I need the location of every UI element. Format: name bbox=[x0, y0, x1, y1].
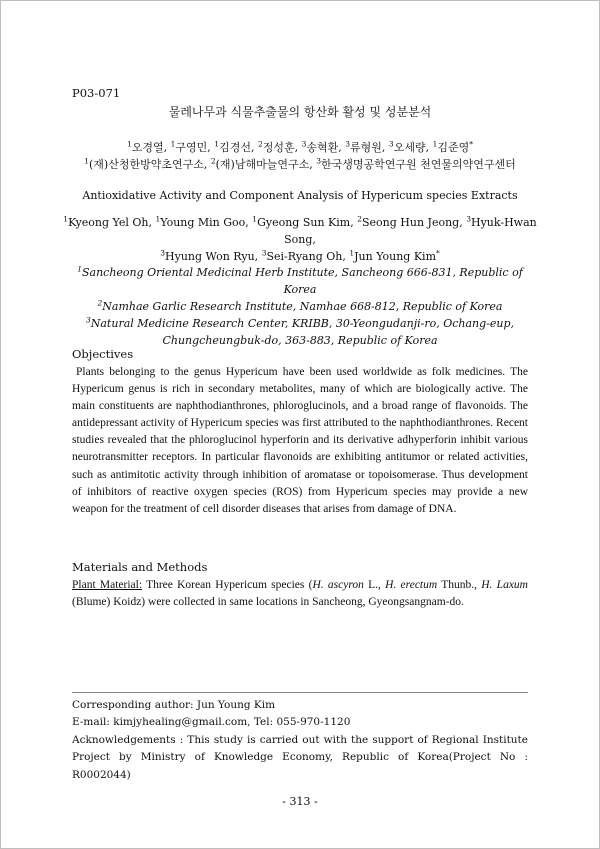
korean-author: $^1$김준영* bbox=[432, 139, 473, 154]
affiliation-line: Chungcheungbuk-do, 363-883, Republic of Korea bbox=[162, 334, 438, 347]
objectives-paragraph: Plants belonging to the genus Hypericum have been used worldwide as folk medicines. The Hypericum genus is rich in secondary metabolites, many of which are biologically active. The main constituents are naphthodianthrones, phloroglucinols, and a broad range of flavonoids. The antidepressant activity of Hypericum species was first attributed to the naphthodianthrones. Recent studies revealed that the phloroglucinol hyperforin and its derivative adhyperforin inhibit various neurotransmitter receptors. In particular flavonoids are exhibiting antitumor or related activities, such as antimitotic activity through inhibition of aromatase or topoisomerase. Thus development of inhibitors of reactive oxygen species (ROS) from Hypericum species may provide a new weapon for the treatment of cell disorder diseases that arises from damage of DNA. bbox=[72, 366, 528, 515]
affiliation-line: $^3$Natural Medicine Research Center, KRIBB, 30-Yeongudanji-ro, Ochang-eup, bbox=[85, 315, 515, 330]
korean-author: $^3$류형원, bbox=[345, 139, 389, 154]
acknowledgements: Acknowledgements : This study is carried out with the support of Regional Institute Project by Ministry of Knowledge Economy, Republic of Korea(Project No : R0002044) bbox=[72, 734, 528, 781]
abstract-code: P03-071 bbox=[72, 86, 121, 100]
affiliation-line: $^1$Sancheong Oriental Medicinal Herb Institute, Sancheong 666-831, Republic of Korea bbox=[77, 264, 523, 296]
materials-paragraph: Plant Material: Three Korean Hypericum species (H. ascyron L., H. erectum Thunb., H. Laxum (Blume) Koidz) were collected in same locations in Sancheong, Gyeongsangnam-do. bbox=[72, 579, 528, 609]
species-name: H. ascyron bbox=[312, 579, 364, 591]
korean-authors-line bbox=[0, 139, 600, 156]
english-affiliations bbox=[60, 264, 540, 349]
objectives-heading: Objectives bbox=[72, 347, 134, 361]
korean-author: $^1$구영민, bbox=[170, 139, 215, 154]
species-name: H. Laxum bbox=[481, 579, 528, 591]
korean-affiliation: $^2$(재)남해마늘연구소, bbox=[210, 156, 317, 171]
korean-author: $^2$정성훈, bbox=[257, 139, 302, 154]
korean-title: 물레나무과 식물추출물의 항산화 활성 및 성분분석 bbox=[168, 105, 432, 119]
english-title: Antioxidative Activity and Component Analysis of Hypericum species Extracts bbox=[82, 189, 518, 202]
corresponding-info bbox=[72, 697, 350, 732]
korean-author: $^1$오경열, bbox=[126, 139, 171, 154]
plant-material-label: Plant Material: bbox=[72, 579, 143, 591]
korean-author: $^3$송혁환, bbox=[301, 139, 346, 154]
korean-affiliation: $^3$한국생명공학연구원 천연물의약연구센터 bbox=[316, 156, 516, 171]
korean-affiliations-line bbox=[0, 156, 600, 173]
english-authors-line: $^3$Hyung Won Ryu, $^3$Sei-Ryang Oh, $^1$Jun Young Kim* bbox=[160, 248, 440, 263]
korean-author: $^1$김경선, bbox=[214, 139, 258, 154]
affiliation-line: $^2$Namhae Garlic Research Institute, Namhae 668-812, Republic of Korea bbox=[97, 298, 503, 313]
english-authors-block bbox=[50, 214, 550, 265]
materials-heading: Materials and Methods bbox=[72, 560, 208, 574]
page-number: - 313 - bbox=[282, 795, 318, 808]
korean-authors-block bbox=[0, 139, 600, 173]
corresponding-mark: * bbox=[469, 139, 473, 149]
species-name: H. erectum bbox=[385, 579, 438, 591]
contact-email: E-mail: kimjyhealing@gmail.com, Tel: 055-970-1120 bbox=[72, 716, 351, 729]
corresponding-mark: * bbox=[436, 248, 440, 258]
footer-divider bbox=[72, 692, 528, 693]
korean-affiliation: $^1$(재)산청한방약초연구소, bbox=[84, 156, 211, 171]
korean-author: $^3$오세량, bbox=[388, 139, 433, 154]
english-authors-line: $^1$Kyeong Yel Oh, $^1$Young Min Goo, $^1$Gyeong Sun Kim, $^2$Seong Hun Jeong, $^3$Hyuk-Hwan Song, bbox=[63, 214, 537, 246]
corresponding-author: Corresponding author: Jun Young Kim bbox=[72, 699, 276, 711]
